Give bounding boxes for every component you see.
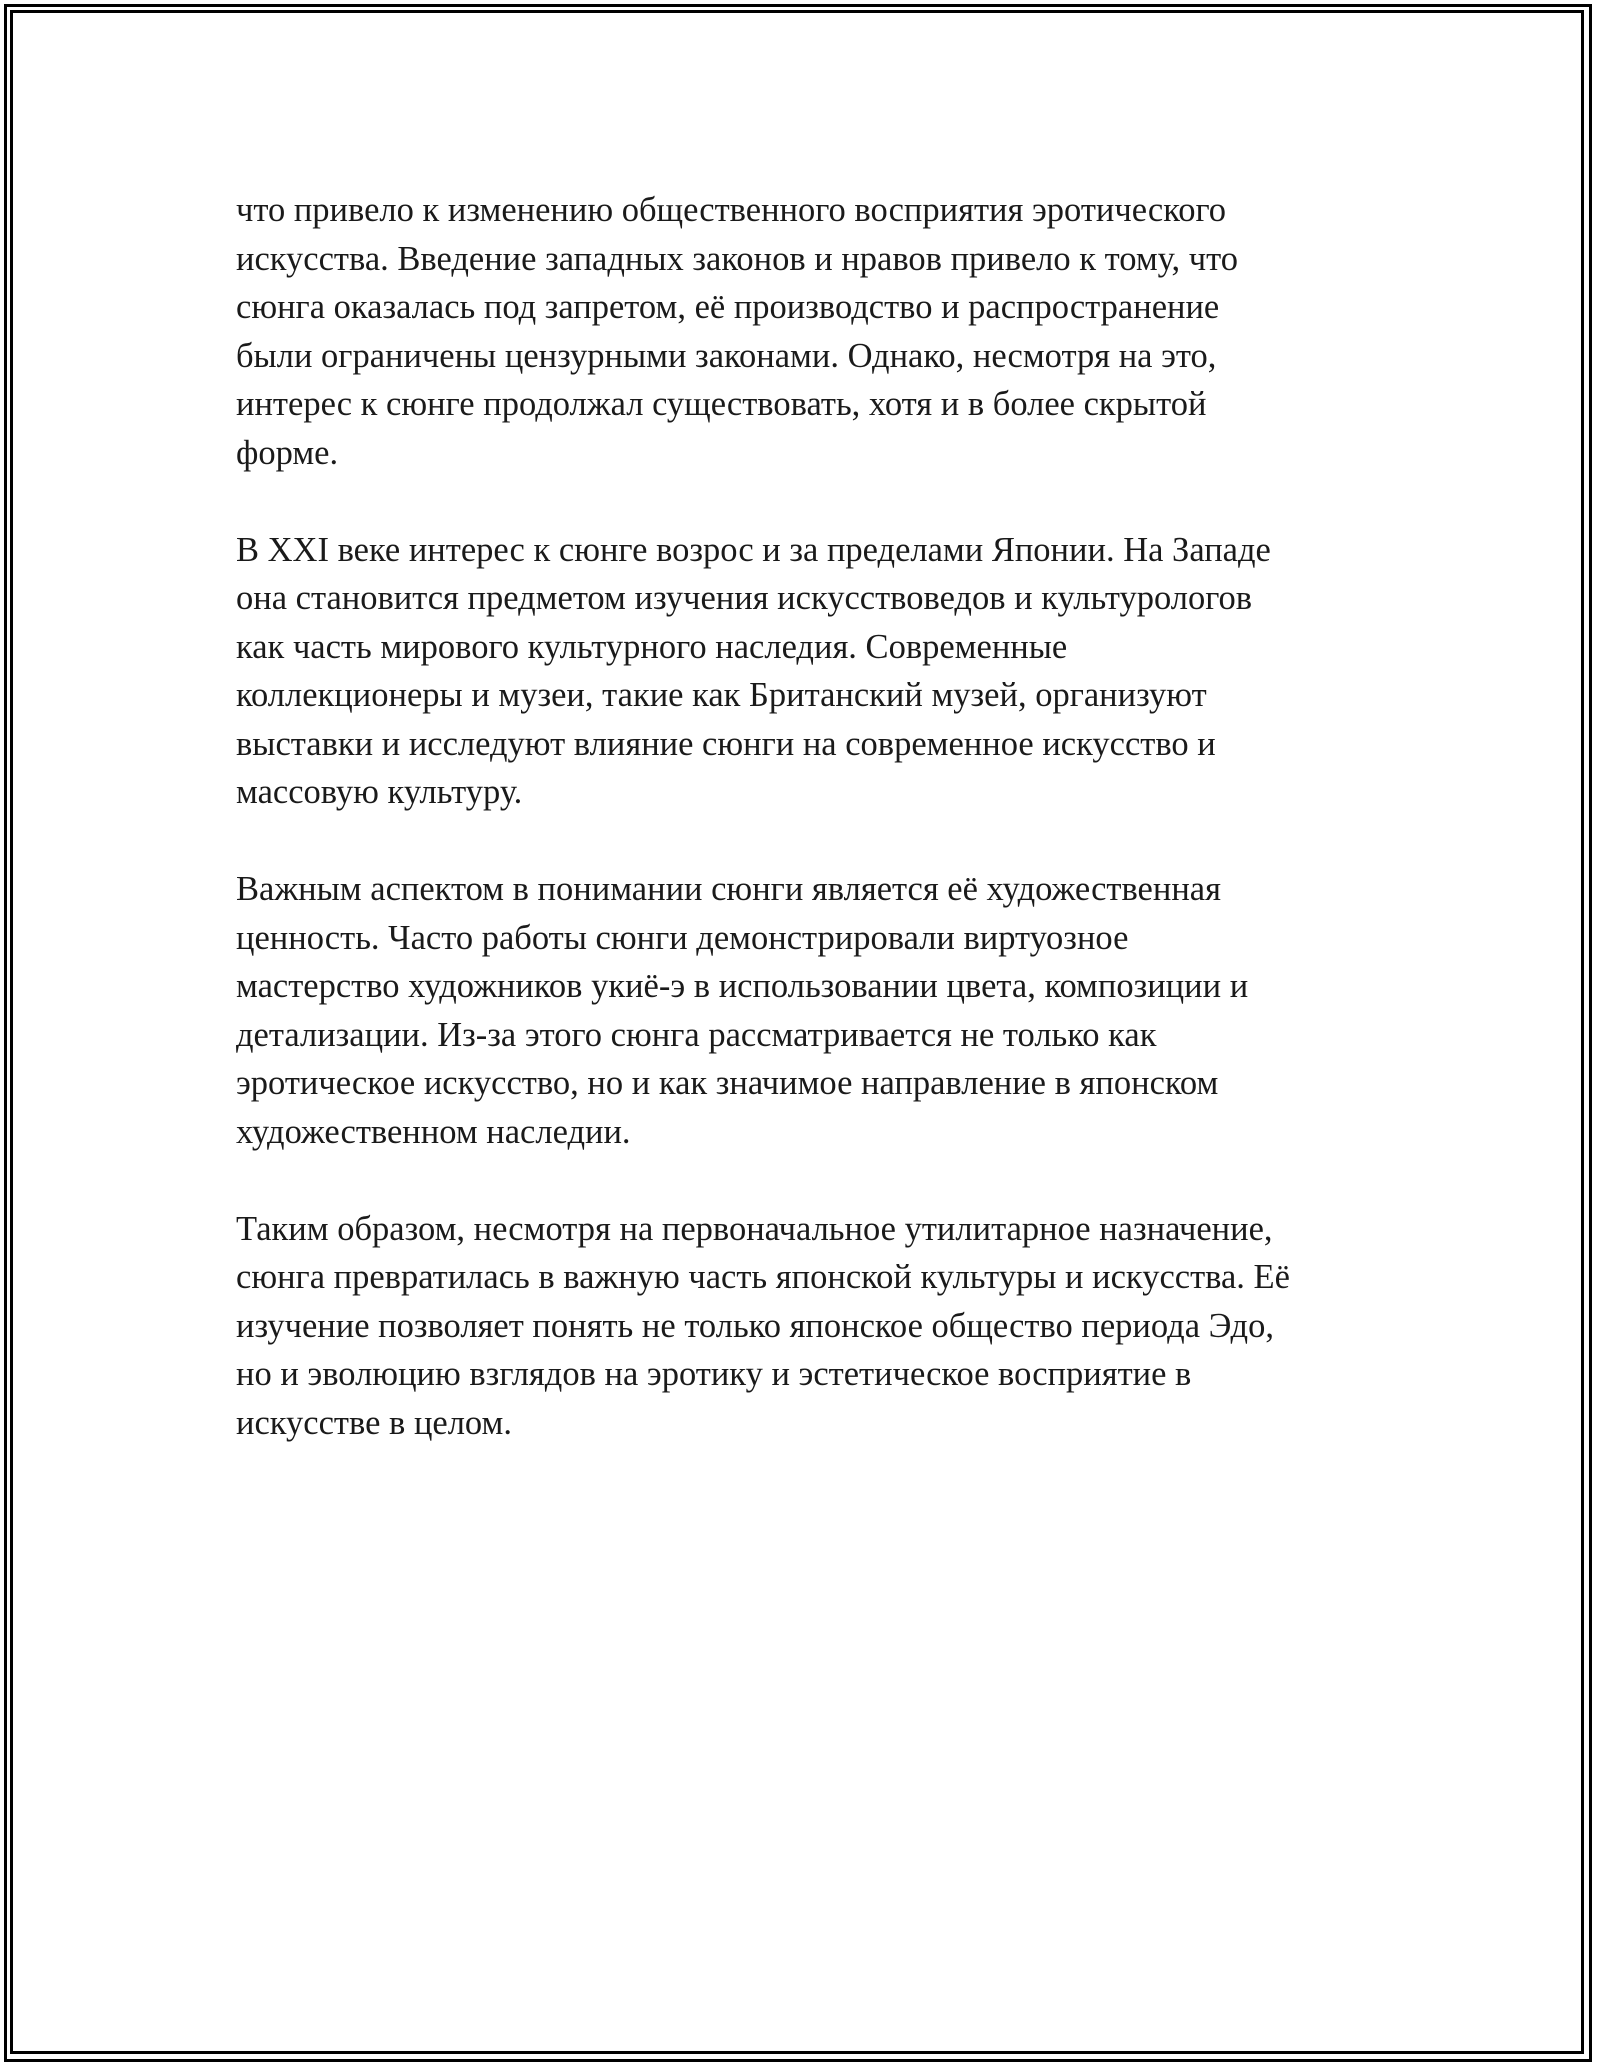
text-line: Таким образом, несмотря на первоначальное утилитарное назначение, <box>236 1209 1273 1248</box>
text-line: Важным аспектом в понимании сюнги является её художественная <box>236 870 1221 908</box>
text-line: коллекционеры и музеи, такие как Британский музей, организуют <box>236 676 1207 714</box>
text-line: форме. <box>236 433 339 472</box>
text-line: В XXI веке интерес к сюнге возрос и за пределами Японии. На Западе <box>236 530 1271 569</box>
paragraph-2 <box>236 526 1376 817</box>
text-line: были ограничены цензурными законами. Однако, несмотря на это, <box>236 336 1217 375</box>
text-line: как часть мирового культурного наследия. Современные <box>236 627 1068 666</box>
text-line: она становится предметом изучения искусствоведов и культурологов <box>236 579 1253 617</box>
text-line: художественном наследии. <box>236 1112 631 1151</box>
text-line: искусства. Введение западных законов и нравов привело к тому, что <box>236 239 1238 278</box>
text-line: интерес к сюнге продолжал существовать, хотя и в более скрытой <box>236 385 1207 423</box>
paragraph-4 <box>236 1205 1376 1448</box>
text-line: изучение позволяет понять не только японское общество периода Эдо, <box>236 1306 1274 1345</box>
text-line: но и эволюцию взглядов на эротику и эстетическое восприятие в <box>236 1355 1192 1393</box>
text-line: массовую культуру. <box>236 773 523 811</box>
text-line: детализации. Из-за этого сюнга рассматривается не только как <box>236 1015 1157 1054</box>
text-line: сюнга оказалась под запретом, её производство и распространение <box>236 288 1220 326</box>
text-line: эротическое искусство, но и как значимое направление в японском <box>236 1064 1219 1102</box>
text-line: что привело к изменению общественного восприятия эротического <box>236 191 1227 229</box>
paragraph-1 <box>236 186 1376 477</box>
document-body <box>236 186 1376 1496</box>
text-line: выставки и исследуют влияние сюнги на современное искусство и <box>236 724 1216 763</box>
text-line: искусстве в целом. <box>236 1403 512 1442</box>
text-line: ценность. Часто работы сюнги демонстрировали виртуозное <box>236 918 1129 957</box>
text-line: мастерство художников укиё-э в использовании цвета, композиции и <box>236 967 1249 1005</box>
paragraph-3 <box>236 865 1376 1156</box>
text-line: сюнга превратилась в важную часть японской культуры и искусства. Её <box>236 1258 1290 1296</box>
